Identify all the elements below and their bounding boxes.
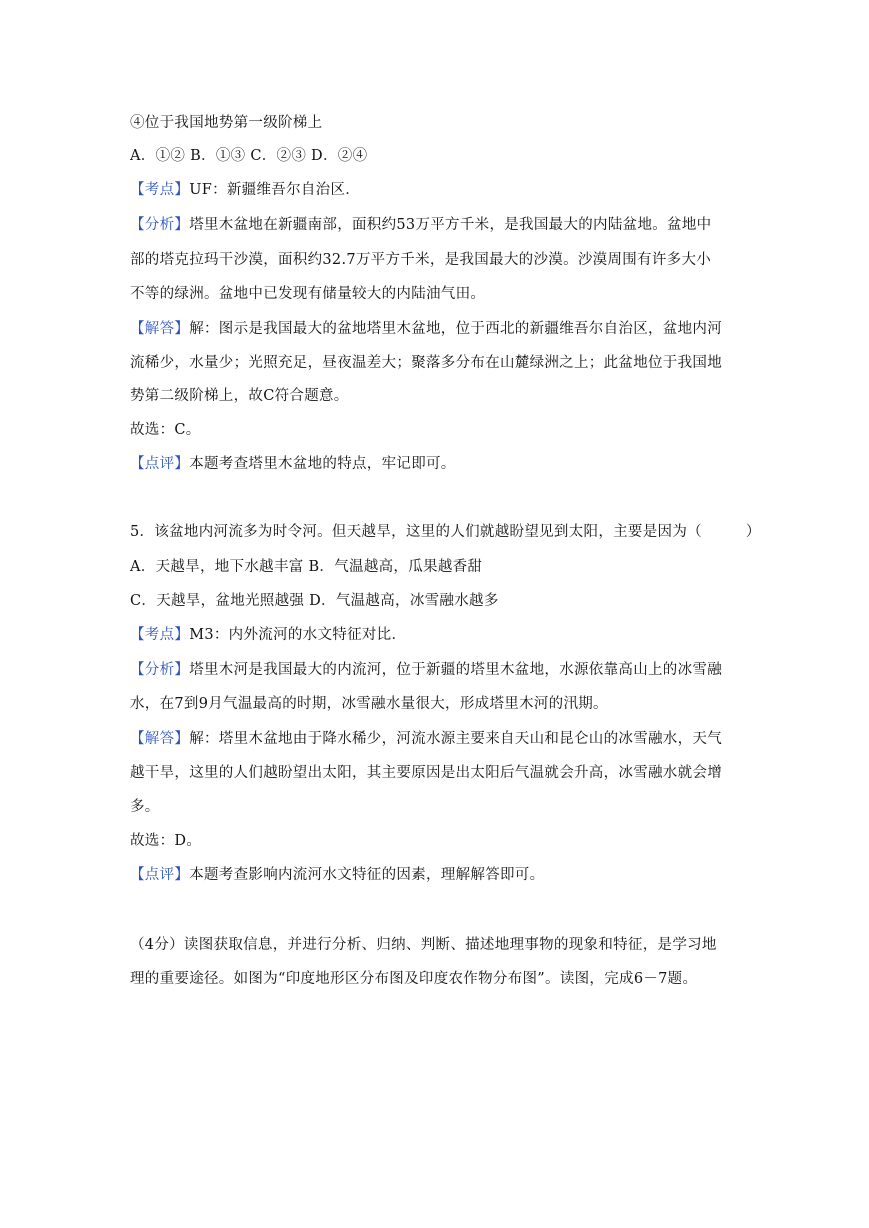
- q4-jieda-line-3: 势第二级阶梯上，故C符合题意。: [130, 388, 349, 404]
- q5-fenxi-line-1: [130, 660, 722, 680]
- q5-stem-text: 5．该盆地内河流多为时令河。但天越旱，这里的人们就越盼望见到太阳，主要是因为（: [130, 524, 702, 540]
- fenxi-tag: 【分析】: [130, 217, 190, 233]
- q4-fenxi-line-2: 部的塔克拉玛干沙漠，面积约32.7万平方千米，是我国最大的沙漠。沙漠周围有许多大小: [130, 252, 712, 268]
- dianping-text: 本题考查塔里木盆地的特点，牢记即可。: [189, 456, 456, 472]
- jieda-text: 解：图示是我国最大的盆地塔里木盆地，位于西北的新疆维吾尔自治区，盆地内河: [189, 321, 722, 337]
- kaodian-text: UF：新疆维吾尔自治区．: [189, 182, 361, 198]
- kaodian-tag: 【考点】: [130, 182, 190, 198]
- fenxi-text: 塔里木河是我国最大的内流河，位于新疆的塔里木盆地，水源依靠高山上的冰雪融: [189, 662, 722, 678]
- q5-kaodian: [130, 625, 406, 645]
- q4-jieda-line-2: 流稀少，水量少；光照充足，昼夜温差大；聚落多分布在山麓绿洲之上；此盆地位于我国地: [130, 355, 722, 371]
- q5-fenxi-line-2: 水，在7到9月气温最高的时期，冰雪融水量很大，形成塔里木河的汛期。: [130, 696, 608, 712]
- q5-choices-line-1: A．天越旱，地下水越丰富 B．气温越高，瓜果越香甜: [130, 559, 483, 575]
- q4-jieda-line-1: [130, 319, 722, 339]
- q5-choices-line-2: C．天越旱，盆地光照越强 D．气温越高，冰雪融水越多: [130, 593, 499, 609]
- dianping-text: 本题考查影响内流河水文特征的因素，理解解答即可。: [189, 867, 545, 883]
- jieda-tag: 【解答】: [130, 731, 190, 747]
- jieda-text: 解：塔里木盆地由于降水稀少，河流水源主要来自天山和昆仑山的冰雪融水，天气: [189, 731, 722, 747]
- dianping-tag: 【点评】: [130, 867, 190, 883]
- q5-jieda-line-3: 多。: [130, 799, 160, 815]
- fenxi-tag: 【分析】: [130, 662, 190, 678]
- q4-dianping: [130, 454, 456, 474]
- q4-answer: 故选：C。: [130, 422, 201, 438]
- kaodian-text: M3：内外流河的水文特征对比．: [189, 627, 407, 643]
- q5-stem-close: ）: [745, 524, 761, 540]
- q4-option-4: ④位于我国地势第一级阶梯上: [130, 115, 323, 131]
- fenxi-text: 塔里木盆地在新疆南部，面积约53万平方千米，是我国最大的内陆盆地。盆地中: [189, 217, 712, 233]
- jieda-tag: 【解答】: [130, 321, 190, 337]
- intro-line-2: 理的重要途径。如图为“印度地形区分布图及印度农作物分布图”。读图，完成6－7题。: [130, 971, 698, 987]
- q5-jieda-line-1: [130, 729, 722, 749]
- q4-choices: A．①② B．①③ C．②③ D．②④: [130, 148, 368, 164]
- dianping-tag: 【点评】: [130, 456, 190, 472]
- q5-stem: [130, 522, 761, 542]
- q4-fenxi-line-1: [130, 215, 711, 235]
- q5-dianping: [130, 865, 544, 885]
- q5-jieda-line-2: 越干旱，这里的人们越盼望出太阳，其主要原因是出太阳后气温就会升高，冰雪融水就会增: [130, 765, 722, 781]
- q5-answer: 故选：D。: [130, 833, 202, 849]
- q4-kaodian: [130, 180, 360, 200]
- q4-fenxi-line-3: 不等的绿洲。盆地中已发现有储量较大的内陆油气田。: [130, 286, 486, 302]
- intro-line-1: （4分）读图获取信息，并进行分析、归纳、判断、描述地理事物的现象和特征，是学习地: [130, 937, 717, 953]
- kaodian-tag: 【考点】: [130, 627, 190, 643]
